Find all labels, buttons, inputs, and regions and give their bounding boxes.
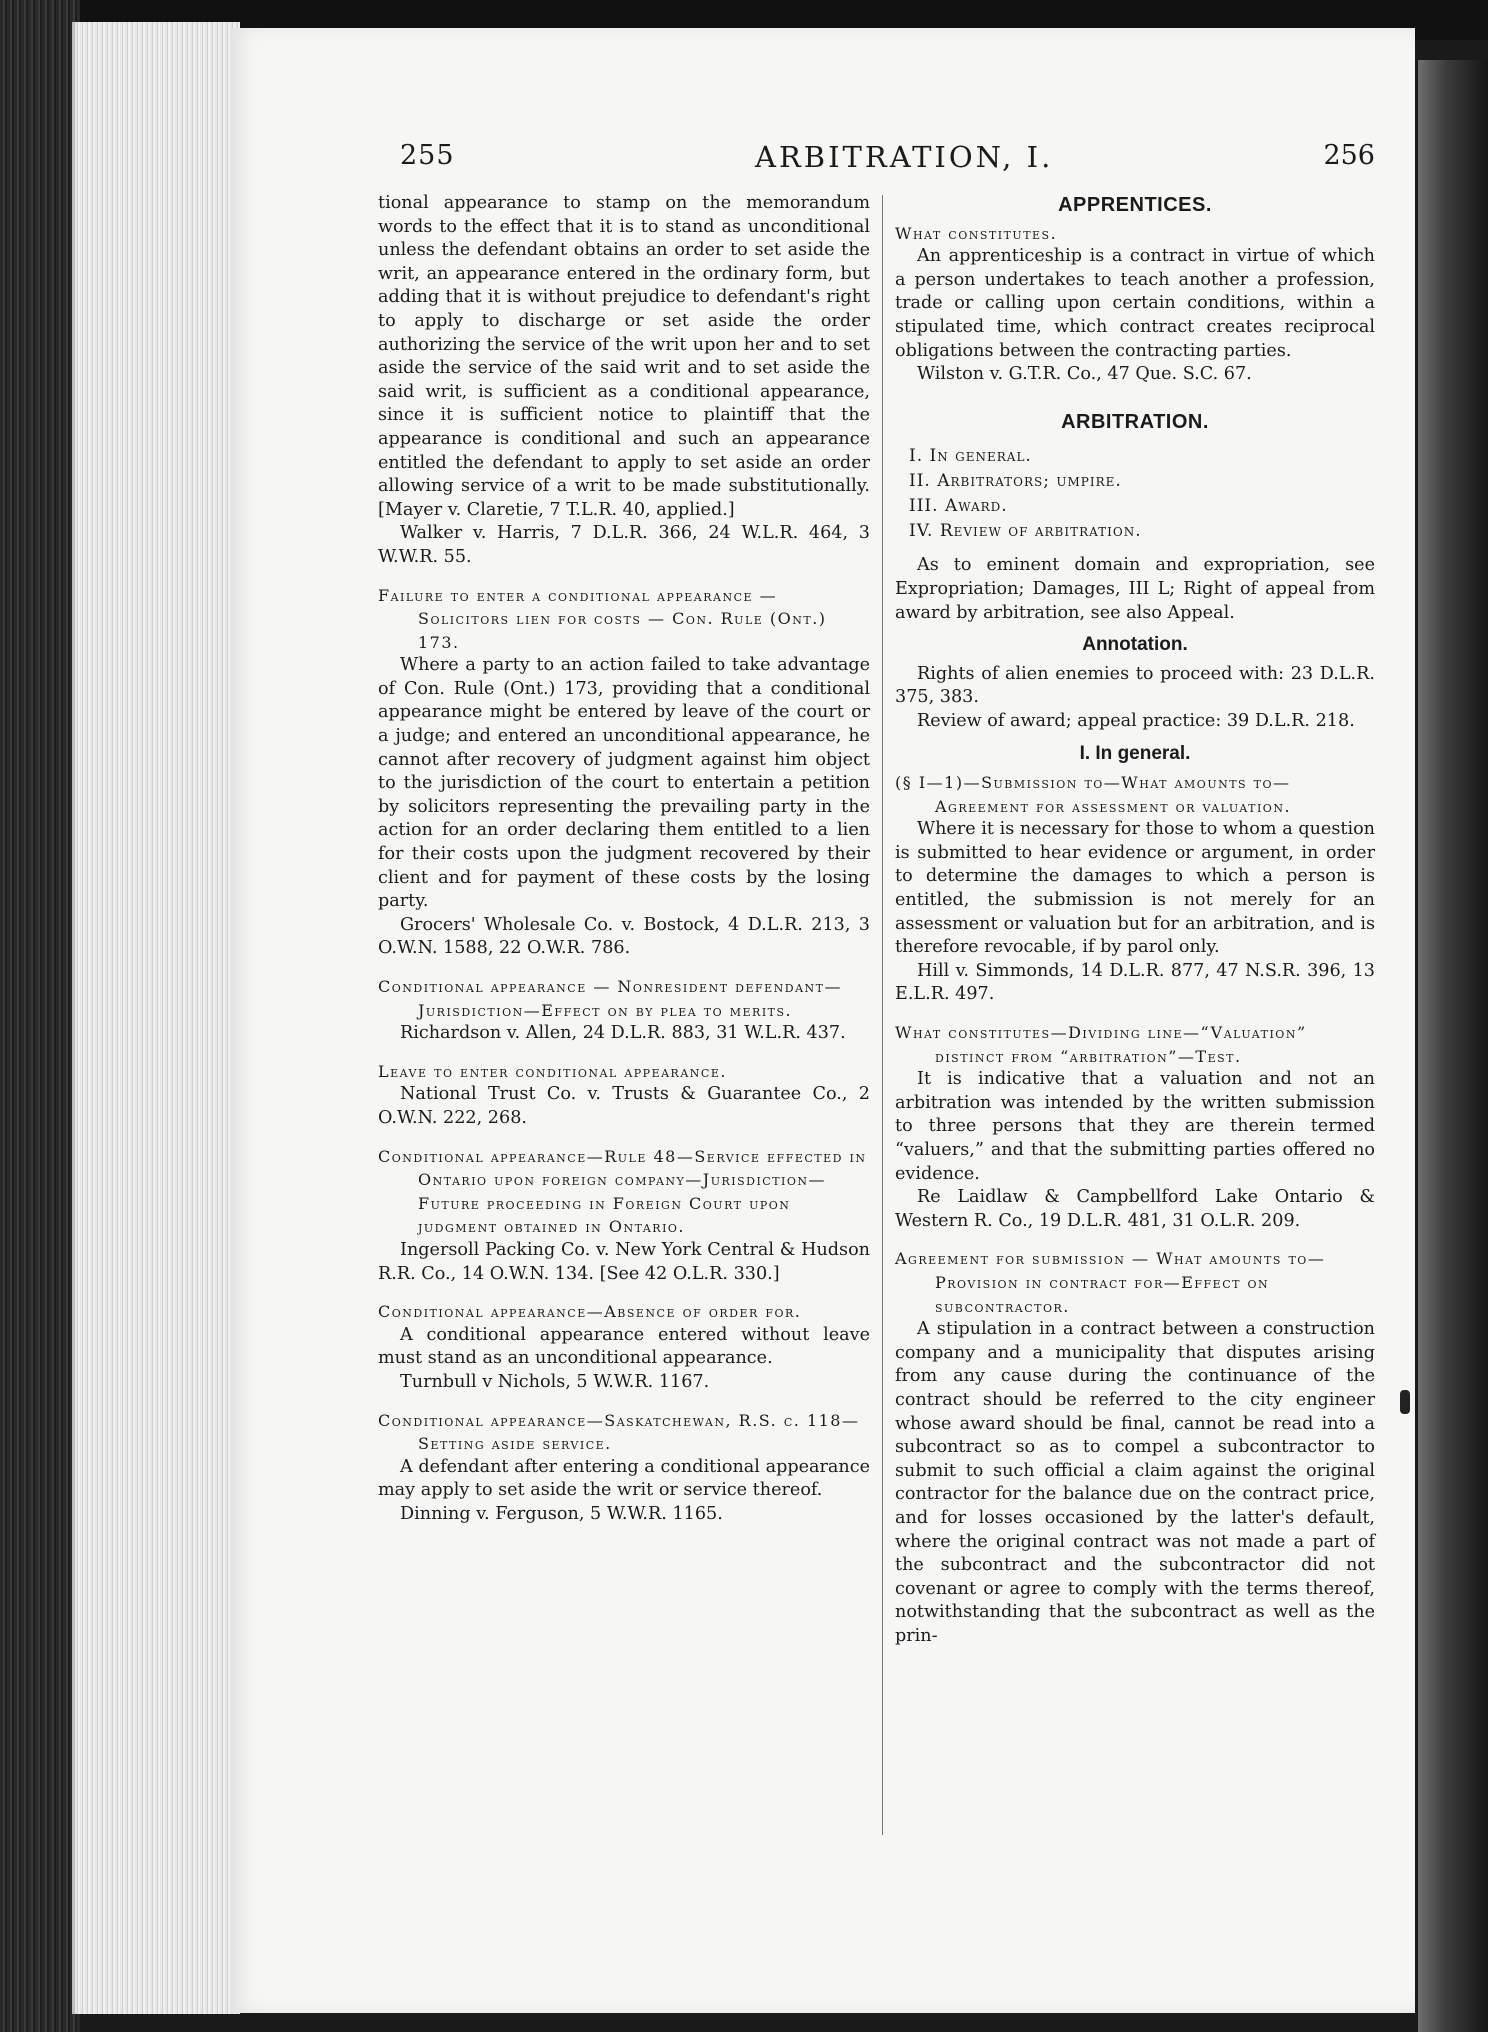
entry-heading: Conditional appearance—Absence of order for.: [378, 1302, 802, 1322]
case-citation: Dinning v. Ferguson, 5 W.W.R. 1165.: [400, 1503, 723, 1524]
outline-item: I. In general.: [909, 446, 1032, 467]
right-column: [895, 192, 1375, 1648]
case-citation: Richardson v. Allen, 24 D.L.R. 883, 31 W.L.R. 437.: [400, 1023, 846, 1044]
case-citation: [895, 363, 1375, 387]
entry-heading: (§ I—1)—Submission to—What amounts to—Agreement for assessment or valuation.: [895, 773, 1292, 816]
case-citation: Hill v. Simmonds, 14 D.L.R. 877, 47 N.S.R. 396, 13 E.L.R. 497.: [895, 960, 1375, 1005]
paragraph: A conditional appearance entered without leave must stand as an unconditional appearance.: [378, 1324, 870, 1369]
outline-item: IV. Review of arbitration.: [909, 521, 1142, 542]
case-citation: National Trust Co. v. Trusts & Guarantee Co., 2 O.W.N. 222, 268.: [378, 1084, 870, 1128]
page-number-right: 256: [1323, 140, 1375, 171]
entry-heading: Conditional appearance—Rule 48—Service effected in Ontario upon foreign company—Jurisdiction—Future proceeding in Foreign Court upon judgment obtained in Ontario.: [378, 1146, 867, 1237]
case-citation: Ingersoll Packing Co. v. New York Central & Hudson R.R. Co., 14 O.W.N. 134. [See 42 O.L.R. 330.]: [378, 1239, 870, 1284]
subsection-title: I. In general.: [1079, 742, 1191, 764]
section-title-arbitration: ARBITRATION.: [1061, 410, 1209, 433]
paragraph: An apprenticeship is a contract in virtue of which a person undertakes to teach another a profession, trade or calling upon certain conditions, within a stipulated time, which contract creates reciprocal obligations between the contracting parties.: [895, 246, 1375, 361]
cross-reference: As to eminent domain and expropriation, see Expropriation; Damages, III L; Right of appeal from award by arbitration, see also Appeal.: [895, 555, 1375, 623]
entry-heading: What constitutes.: [895, 223, 1058, 243]
paragraph: A stipulation in a contract between a construction company and a municipality that disputes arising from any cause during the continuance of the contract should be referred to the city engineer whose award should be final, cannot be read into a subcontract so as to compel a subcontractor to submit to such official a claim against the original contractor for the balance due on the contract price, and for losses occasioned by the latter's default, where the original contract was not made a part of the subcontract and the subcontractor did not covenant or agree to comply with the terms thereof, notwithstanding that the subcontract as well as the prin-: [895, 1319, 1375, 1646]
entry-heading: What constitutes—Dividing line—“Valuation” distinct from “arbitration”—Test.: [895, 1023, 1307, 1066]
book-spine: [0, 0, 80, 2032]
page-number-left: 255: [400, 140, 455, 171]
left-column: [378, 192, 870, 1540]
paragraph: tional appearance to stamp on the memorandum words to the effect that it is to stand as unconditional unless the defendant obtains an order to set aside the writ, an appearance entered in the ordinary form, but adding that it is without prejudice to defendant's right to apply to discharge or set aside the order authorizing the service of the writ upon her and to set aside the service of the said writ and to set aside the said writ, is sufficient as a conditional appearance, since it is sufficient notice to plaintiff that the appearance is conditional and such an appearance entitled the defendant to apply to set aside an order allowing service of a writ to be made substitutionally. [Mayer v. Claretie, 7 T.L.R. 40, applied.]: [378, 193, 870, 520]
paragraph: Where it is necessary for those to whom a question is submitted to hear evidence or argument, in order to determine the damages to which a person is entitled, the submission is not merely for an assessment or valuation but for an arbitration, and is therefore revocable, if by parol only.: [895, 819, 1375, 958]
paragraph: It is indicative that a valuation and not an arbitration was intended by the written submission to three persons that they are therein termed “valuers,” and that the submitting parties offered no evidence.: [895, 1069, 1375, 1184]
column-divider: [882, 195, 883, 1835]
annotation-title: Annotation.: [1082, 634, 1188, 656]
case-citation: Walker v. Harris, 7 D.L.R. 366, 24 W.L.R. 464, 3 W.W.R. 55.: [378, 523, 870, 567]
entry-heading: Conditional appearance—Saskatchewan, R.S. c. 118—Setting aside service.: [378, 1410, 860, 1454]
entry-heading: Leave to enter conditional appearance.: [378, 1061, 727, 1081]
case-citation: Turnbull v Nichols, 5 W.W.R. 1167.: [400, 1371, 710, 1392]
paragraph: A defendant after entering a conditional appearance may apply to set aside the writ or service thereof.: [378, 1456, 870, 1501]
page-edges: [72, 22, 240, 2014]
running-header: [400, 140, 1375, 180]
entry-heading: Agreement for submission — What amounts to—Provision in contract for—Effect on subcontractor.: [895, 1249, 1326, 1316]
case-citation: Re Laidlaw & Campbellford Lake Ontario & Western R. Co., 19 D.L.R. 481, 31 O.L.R. 209.: [895, 1187, 1375, 1231]
case-citation: Grocers' Wholesale Co. v. Bostock, 4 D.L.R. 213, 3 O.W.N. 1588, 22 O.W.R. 786.: [378, 914, 870, 959]
arbitration-outline: [895, 444, 1375, 544]
binding-shadow: [1418, 60, 1488, 2032]
entry-heading: Failure to enter a conditional appearance — Solicitors lien for costs — Con. Rule (Ont.) 173.: [378, 585, 827, 652]
outline-item: III. Award.: [909, 496, 1008, 517]
case-citation-text: Wilston v. G.T.R. Co., 47 Que. S.C. 67.: [917, 364, 1252, 385]
running-title: ARBITRATION, I.: [755, 140, 1054, 174]
annotation-entry: Review of award; appeal practice: 39 D.L.R. 218.: [917, 710, 1355, 731]
outline-item: II. Arbitrators; umpire.: [909, 471, 1122, 492]
annotation-entry: Rights of alien enemies to proceed with: 23 D.L.R. 375, 383.: [895, 663, 1375, 708]
section-title-apprentices: APPRENTICES.: [1058, 194, 1212, 216]
binding-mark: [1400, 1390, 1410, 1414]
entry-heading: Conditional appearance — Nonresident defendant—Jurisdiction—Effect on by plea to merits.: [378, 977, 842, 1020]
paragraph: Where a party to an action failed to take advantage of Con. Rule (Ont.) 173, providing that a conditional appearance might be entered by leave of the court or a judge; and entered an unconditional appearance, he cannot after recovery of judgment against him object to the jurisdiction of the court to entertain a petition by solicitors representing the prevailing party in the action for an order declaring them entitled to a lien for their costs upon the judgment recovered by their client and for payment of these costs by the losing party.: [378, 655, 870, 912]
